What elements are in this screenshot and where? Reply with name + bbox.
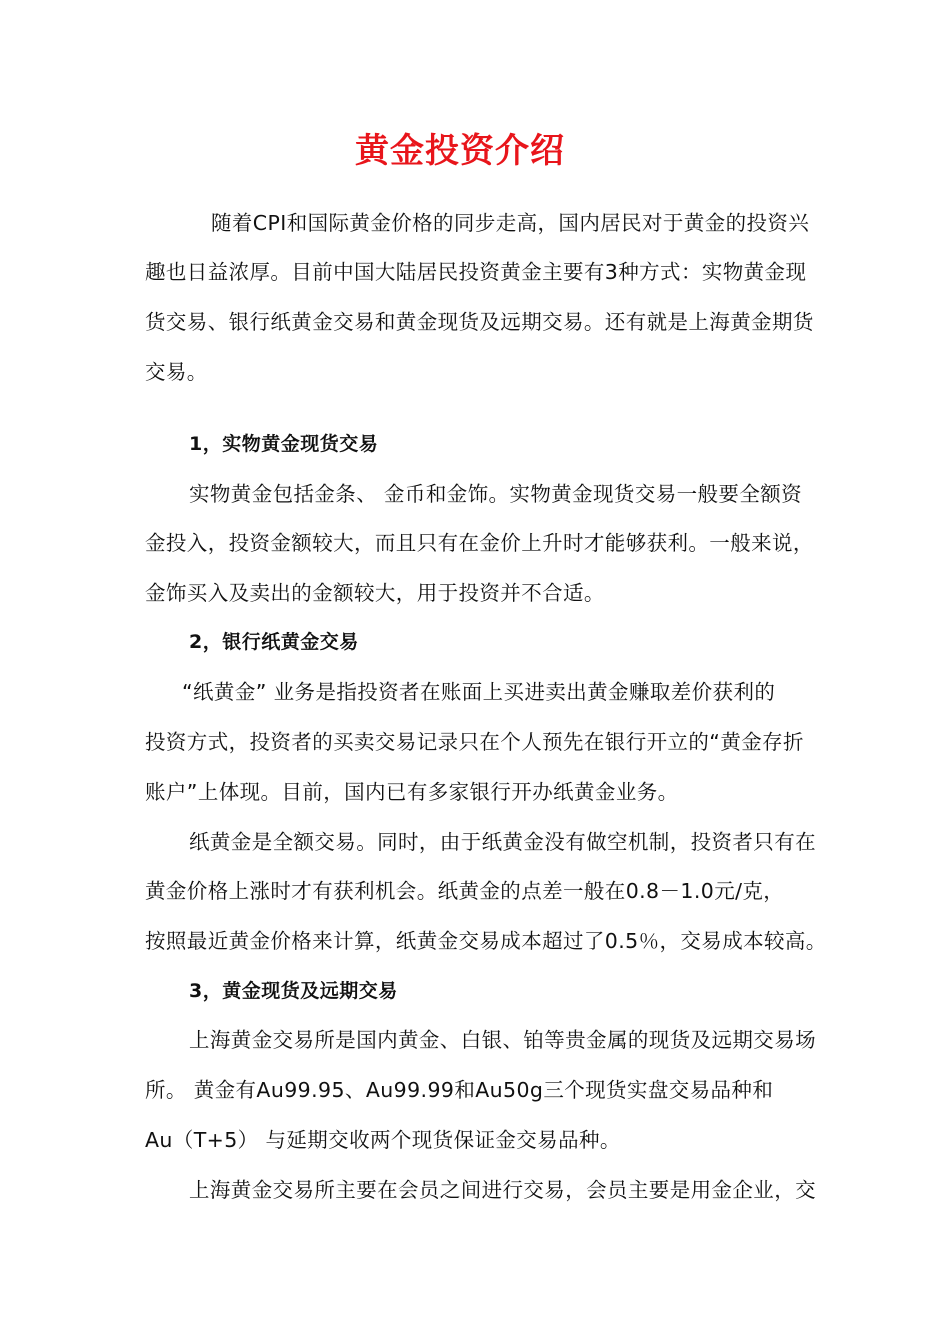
section-3-line-2: 所。 黄金有Au99.95、Au99.99和Au50g三个现货实盘交易品种和 [145, 1078, 774, 1102]
document-title: 黄金投资介绍 [355, 131, 565, 171]
section-3-line-3: Au（T+5） 与延期交收两个现货保证金交易品种。 [145, 1128, 621, 1152]
section-2-heading: 2，银行纸黄金交易 [189, 631, 359, 653]
section-1-line-2: 金投入，投资金额较大，而且只有在金价上升时才能够获利。一般来说， [145, 531, 814, 555]
section-3-line-1: 上海黄金交易所是国内黄金、白银、铂等贵金属的现货及远期交易场 [189, 1028, 816, 1052]
section-2-line-2: 投资方式，投资者的买卖交易记录只在个人预先在银行开立的“黄金存折 [145, 730, 804, 754]
section-1-heading: 1，实物黄金现货交易 [189, 433, 379, 455]
intro-line-4: 交易。 [145, 360, 208, 384]
section-2-line-1: “纸黄金” 业务是指投资者在账面上买进卖出黄金赚取差价获利的 [182, 680, 776, 704]
intro-line-2: 趣也日益浓厚。目前中国大陆居民投资黄金主要有3种方式：实物黄金现 [145, 260, 807, 284]
section-2-line-4: 纸黄金是全额交易。同时，由于纸黄金没有做空机制，投资者只有在 [189, 830, 816, 854]
section-1-line-1: 实物黄金包括金条、 金币和金饰。实物黄金现货交易一般要全额资 [189, 482, 803, 506]
section-2-line-3: 账户”上体现。目前，国内已有多家银行开办纸黄金业务。 [145, 780, 679, 804]
section-2-line-6: 按照最近黄金价格来计算，纸黄金交易成本超过了0.5％，交易成本较高。 [145, 929, 827, 953]
section-1-line-3: 金饰买入及卖出的金额较大，用于投资并不合适。 [145, 581, 605, 605]
section-2-line-5: 黄金价格上涨时才有获利机会。纸黄金的点差一般在0.8－1.0元/克， [145, 879, 785, 903]
intro-line-3: 货交易、银行纸黄金交易和黄金现货及远期交易。还有就是上海黄金期货 [145, 310, 814, 334]
section-3-line-4: 上海黄金交易所主要在会员之间进行交易，会员主要是用金企业，交 [189, 1178, 816, 1202]
intro-line-1: 随着CPI和国际黄金价格的同步走高，国内居民对于黄金的投资兴 [211, 211, 810, 235]
section-3-heading: 3，黄金现货及远期交易 [189, 980, 398, 1002]
